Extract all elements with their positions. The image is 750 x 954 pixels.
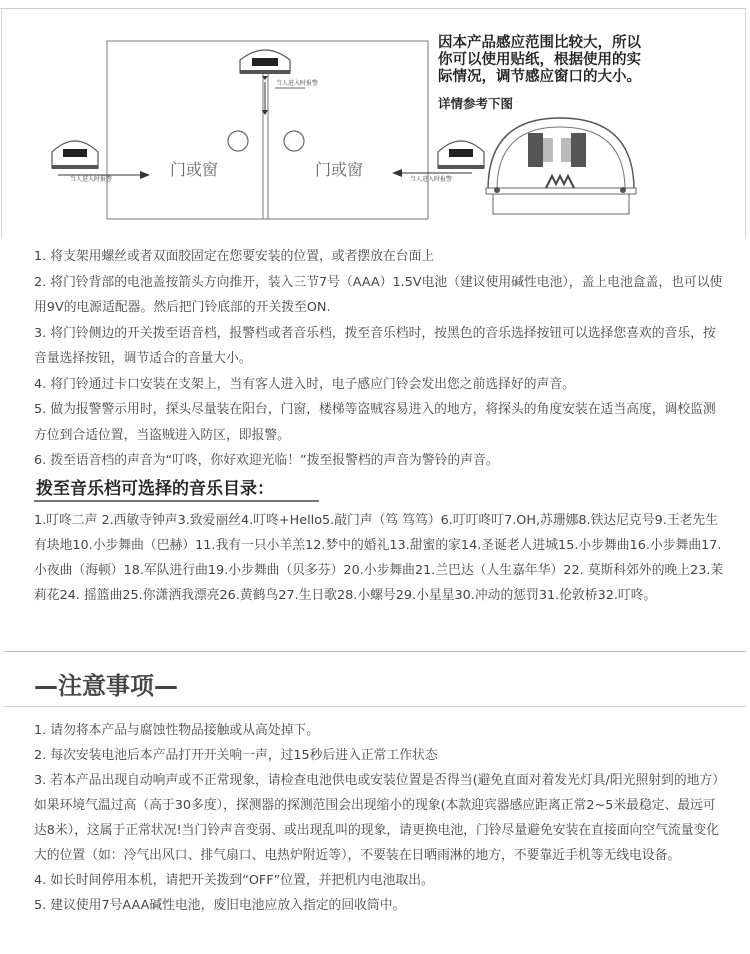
note-line: 际情况，调节感应窗口的大小。 <box>438 68 641 85</box>
left-arrow-text: 当人进入时报警 <box>70 176 113 183</box>
door-knob-right <box>284 131 304 151</box>
instructions-list <box>34 244 724 474</box>
instruction-item: 4. 将门铃通过卡口安装在支架上，当有客人进入时，电子感应门铃会发出您之前选择好的声音。 <box>34 376 575 392</box>
note-line: 因本产品感应范围比较大，所以 <box>438 34 641 51</box>
left-doorbell-sensor-icon <box>52 141 98 169</box>
note-line: 你可以使用贴纸，根据使用的实 <box>438 51 641 68</box>
instruction-item: 5. 做为报警警示用时，探头尽量装在阳台，门窗，楼梯等盗贼容易进入的地方，将探头的角度安装在适当高度，调校监测方位到合适位置，当盗贼进入防区，即报警。 <box>34 402 716 443</box>
music-heading: 拨至音乐档可选择的音乐目录： <box>36 479 274 499</box>
caution-item: 5. 建议使用7号AAA碱性电池，废旧电池应放入指定的回收筒中。 <box>34 898 406 913</box>
caution-item: 4. 如长时间停用本机，请把开关拨到“OFF”位置，并把机内电池取出。 <box>34 873 434 888</box>
instruction-item: 1. 将支架用螺丝或者双面胶固定在您要安装的位置，或者摆放在台面上 <box>34 249 435 264</box>
right-doorbell-sensor-icon <box>438 141 484 169</box>
caution-item: 2. 每次安装电池后本产品打开开关响一声，过15秒后进入正常工作状态 <box>34 748 438 763</box>
music-list: 1.叮咚二声 2.西敏寺钟声3.致爱丽丝4.叮咚+Hello5.敲门声（笃 笃笃）6.叮叮咚叮7.OH,苏珊娜8.铁达尼克号9.王老先生有块地10.小步舞曲（巴赫）11.我有一只小羊羔12.梦中的婚礼13.甜蜜的家14.圣诞老人进城15.小步舞曲16.小步舞曲17.小夜曲（海顿）18.军队进行曲19.小步舞曲（贝多芬）20.小步舞曲21.兰巴达（人生嘉年华）22. 莫斯科郊外的晚上23.茉莉花24. 摇篮曲25.你潇洒我漂亮26.黄鹤鸟27.生日歌28.小螺号29.小星星30.冲动的惩罚31.伦敦桥32.叮咚。 <box>34 513 724 603</box>
caution-item: 1. 请勿将本产品与腐蚀性物品接触或从高处掉下。 <box>34 723 320 738</box>
left-arrow-head <box>140 171 150 179</box>
right-arrow-text: 当人进入时报警 <box>410 176 453 183</box>
instruction-item: 6. 拨至语音档的声音为“叮咚，你好欢迎光临！”拨至报警档的声音为警铃的声音。 <box>34 453 499 468</box>
music-heading-underline <box>34 500 319 502</box>
door-knob-left <box>228 131 248 151</box>
section-divider <box>4 651 746 652</box>
top-doorbell-sensor-icon <box>240 50 290 80</box>
instruction-item: 3. 将门铃侧边的开关拨至语音档，报警档或者音乐档，拨至音乐档时，按黑色的音乐选择按钮可以选择您喜欢的音乐，按音量选择按钮，调节适合的音量大小。 <box>34 325 716 366</box>
door-left-label: 门或窗 <box>170 160 219 179</box>
top-arrow-text: 当人进入时报警 <box>276 80 319 87</box>
caution-list <box>34 718 724 918</box>
instruction-item: 2. 将门铃背部的电池盖按箭头方向推开，装入三节7号（AAA）1.5V电池（建议使用碱性电池），盖上电池盒盖，也可以使用9V的电源适配器。然后把门铃底部的开关拨至ON. <box>34 274 723 315</box>
doorbell-detail-icon <box>486 118 636 214</box>
caution-divider <box>4 706 746 707</box>
door-right-label: 门或窗 <box>315 160 364 179</box>
sensor-note <box>438 34 708 85</box>
note-detail: 详情参考下图 <box>438 96 514 111</box>
caution-title: —注意事项— <box>34 672 178 700</box>
right-arrow-head <box>392 169 402 177</box>
caution-item: 3. 若本产品出现自动响声或不正常现象，请检查电池供电或安装位置是否得当(避免直面对着发光灯具/阳光照射到的地方）如果环境气温过高（高于30多度），探测器的探测范围会出现缩小的现象(本款迎宾器感应距离正常2~5米最稳定、最远可达8米），这属于正常状况!当门铃声音变弱、或出现乱叫的现象，请更换电池，门铃尽量避免安装在直接面向空气流量变化大的位置（如：冷气出风口、排气扇口、电热炉附近等），不要装在日晒雨淋的地方，不要靠近手机等无线电设备。 <box>34 773 720 863</box>
